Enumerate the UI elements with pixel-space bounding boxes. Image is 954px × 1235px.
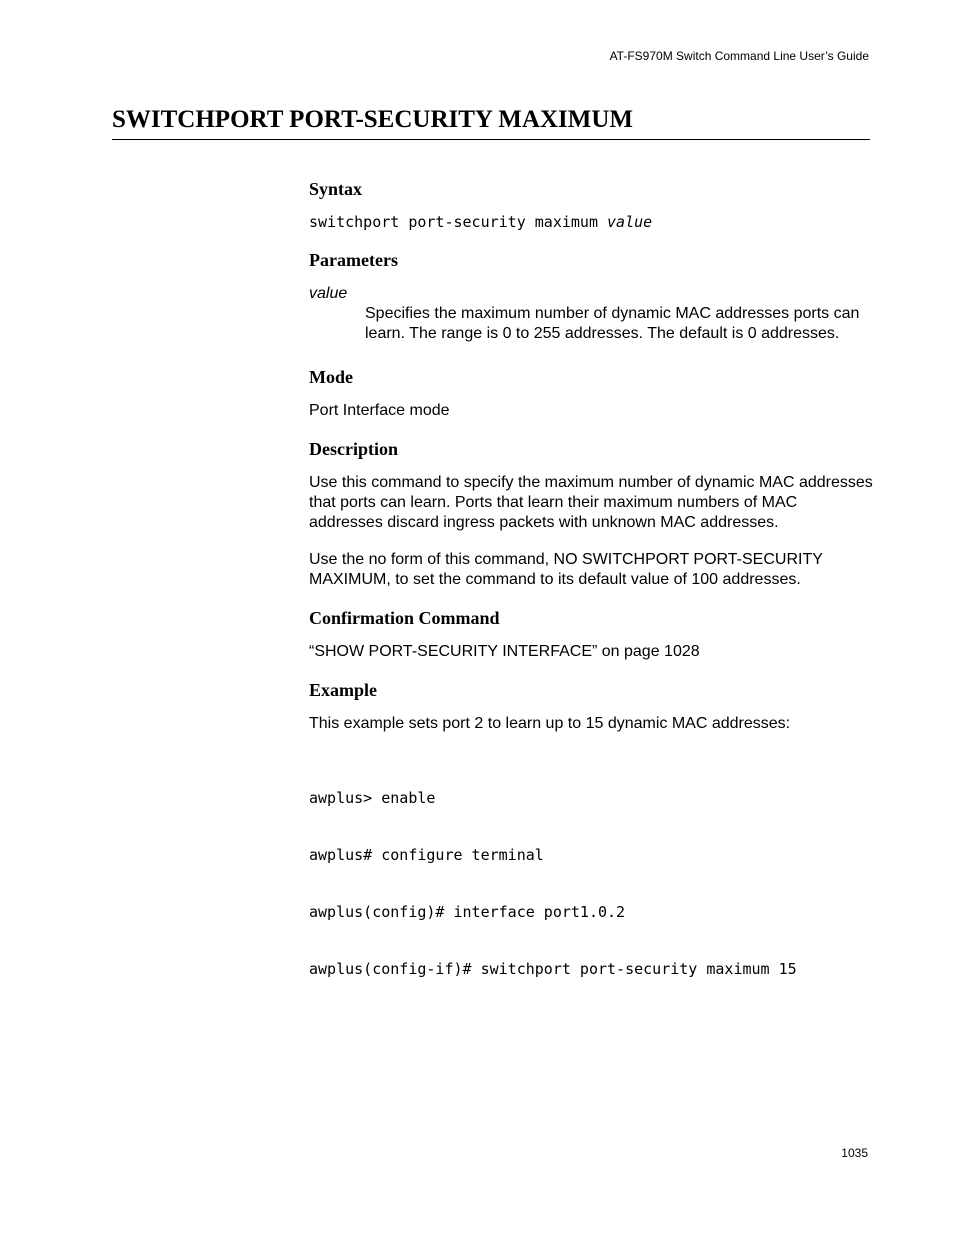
mode-heading: Mode	[309, 367, 353, 387]
page-title: SWITCHPORT PORT-SECURITY MAXIMUM	[112, 105, 870, 140]
confirmation-section	[309, 607, 874, 662]
parameter-name: value	[309, 285, 348, 302]
example-code-block	[309, 751, 874, 1017]
syntax-command-text: switchport port-security maximum	[309, 213, 608, 231]
code-line: awplus(config-if)# switchport port-security maximum 15	[309, 960, 797, 978]
example-intro: This example sets port 2 to learn up to 15 dynamic MAC addresses:	[309, 715, 791, 732]
page-number: 1035	[841, 1146, 868, 1160]
description-section	[309, 438, 874, 590]
code-line: awplus(config)# interface port1.0.2	[309, 903, 626, 921]
description-paragraph: Use this command to specify the maximum number of dynamic MAC addresses that ports can learn. Ports that learn their maximum numbers of MAC addresses discard ingress packets with unknown MAC addresses.	[309, 474, 873, 531]
example-section	[309, 679, 874, 1017]
syntax-heading: Syntax	[309, 179, 363, 199]
description-heading: Description	[309, 439, 398, 459]
mode-section	[309, 366, 874, 421]
confirmation-heading: Confirmation Command	[309, 608, 500, 628]
code-line: awplus> enable	[309, 789, 436, 807]
parameter-description: Specifies the maximum number of dynamic MAC addresses ports can learn. The range is 0 to 255 addresses. The default is 0 addresses.	[365, 305, 860, 342]
mode-text: Port Interface mode	[309, 402, 450, 419]
code-line: awplus# configure terminal	[309, 846, 544, 864]
confirmation-link[interactable]: “SHOW PORT-SECURITY INTERFACE” on page 1028	[309, 643, 700, 660]
syntax-section	[309, 178, 874, 232]
example-heading: Example	[309, 680, 378, 700]
parameters-heading: Parameters	[309, 250, 398, 270]
description-paragraph: Use the no form of this command, NO SWITCHPORT PORT-SECURITY MAXIMUM, to set the command to its default value of 100 addresses.	[309, 551, 823, 588]
content	[309, 178, 874, 1017]
syntax-command	[309, 213, 874, 232]
running-header: AT-FS970M Switch Command Line User’s Guide	[609, 49, 869, 63]
parameters-section	[309, 249, 874, 344]
syntax-argument: value	[607, 213, 653, 231]
